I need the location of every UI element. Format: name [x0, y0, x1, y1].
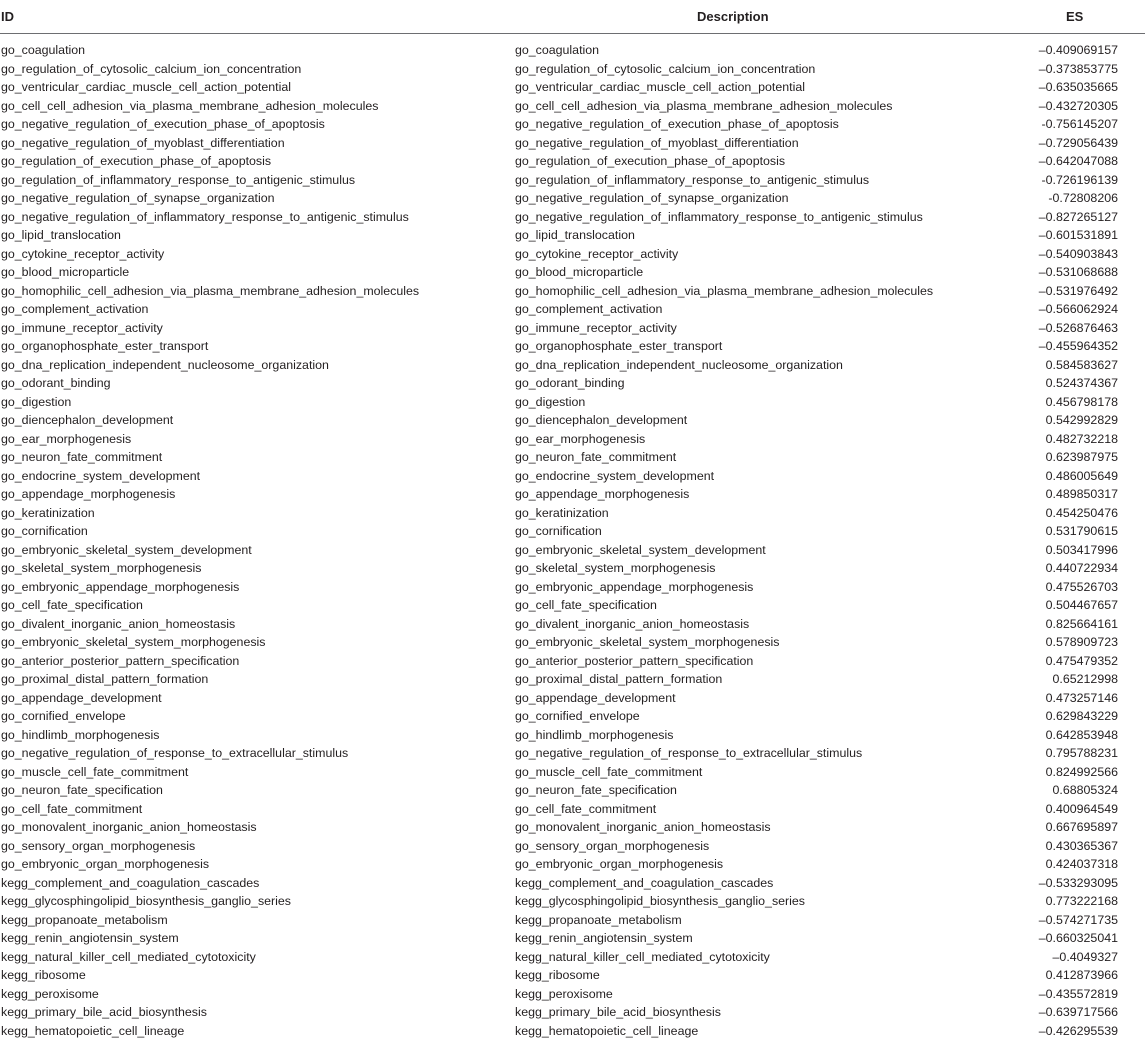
- table-row: [0, 263, 1145, 282]
- table-row: [0, 929, 1145, 948]
- cell-description: go_ear_morphogenesis: [515, 431, 646, 446]
- cell-id: kegg_peroxisome: [1, 986, 99, 1001]
- cell-id: go_sensory_organ_morphogenesis: [1, 838, 196, 853]
- cell-id: go_odorant_binding: [1, 376, 111, 390]
- cell-id: go_muscle_cell_fate_commitment: [1, 764, 189, 779]
- cell-id: go_cell_fate_commitment: [1, 801, 143, 816]
- cell-es: –0.635035665: [1038, 80, 1118, 94]
- table-row: [0, 985, 1145, 1004]
- cell-id: go_regulation_of_inflammatory_response_to_antigenic_stimulus: [1, 172, 356, 187]
- cell-es: 0.825664161: [1045, 616, 1118, 631]
- cell-id: go_negative_regulation_of_inflammatory_response_to_antigenic_stimulus: [1, 209, 409, 224]
- table-row: [0, 226, 1145, 245]
- cell-description: go_embryonic_skeletal_system_development: [515, 542, 766, 557]
- cell-description: go_appendage_morphogenesis: [515, 487, 690, 501]
- cell-es: 0.424037318: [1045, 857, 1118, 871]
- cell-es: –0.729056439: [1038, 135, 1118, 150]
- table-row: [0, 189, 1145, 208]
- table-row: [0, 41, 1145, 60]
- cell-es: –0.827265127: [1038, 209, 1118, 224]
- cell-description: kegg_glycosphingolipid_biosynthesis_ganglio_series: [515, 894, 806, 908]
- cell-es: 0.542992829: [1045, 413, 1118, 427]
- cell-es: –0.531068688: [1038, 265, 1118, 279]
- table-row: [0, 837, 1145, 856]
- cell-description: go_lipid_translocation: [515, 228, 635, 242]
- table-row: [0, 726, 1145, 745]
- cell-id: go_lipid_translocation: [1, 228, 121, 242]
- table-row: [0, 97, 1145, 116]
- cell-description: go_anterior_posterior_pattern_specification: [515, 653, 754, 668]
- cell-id: go_keratinization: [1, 505, 95, 520]
- cell-id: go_cornified_envelope: [1, 709, 126, 723]
- table-row: [0, 874, 1145, 893]
- table-row: [0, 356, 1145, 375]
- cell-es: 0.524374367: [1045, 376, 1118, 390]
- table-row: [0, 504, 1145, 523]
- cell-description: go_organophosphate_ester_transport: [515, 339, 723, 353]
- cell-id: kegg_complement_and_coagulation_cascades: [1, 875, 260, 890]
- cell-id: go_complement_activation: [1, 302, 149, 316]
- cell-description: go_divalent_inorganic_anion_homeostasis: [515, 616, 750, 631]
- cell-id: go_coagulation: [1, 43, 86, 57]
- table-row: [0, 208, 1145, 227]
- cell-es: 0.578909723: [1045, 635, 1118, 649]
- cell-id: go_homophilic_cell_adhesion_via_plasma_membrane_adhesion_molecules: [1, 283, 420, 298]
- table-row: [0, 670, 1145, 689]
- table-header: [0, 0, 1145, 34]
- cell-es: –0.526876463: [1038, 320, 1118, 335]
- table-row: [0, 430, 1145, 449]
- table-row: [0, 134, 1145, 153]
- cell-description: go_blood_microparticle: [515, 265, 644, 279]
- cell-id: go_embryonic_skeletal_system_morphogenesis: [1, 635, 266, 649]
- cell-id: go_diencephalon_development: [1, 413, 174, 427]
- cell-es: –0.642047088: [1038, 154, 1118, 168]
- table-body: [0, 41, 1145, 1040]
- cell-es: 0.475526703: [1045, 579, 1118, 594]
- cell-es: –0.373853775: [1038, 61, 1118, 76]
- table-row: [0, 152, 1145, 171]
- cell-es: –0.531976492: [1038, 283, 1118, 298]
- cell-description: go_immune_receptor_activity: [515, 320, 677, 335]
- cell-id: go_proximal_distal_pattern_formation: [1, 672, 209, 686]
- cell-es: 0.440722934: [1045, 561, 1118, 575]
- cell-description: kegg_primary_bile_acid_biosynthesis: [515, 1005, 721, 1019]
- cell-es: 0.475479352: [1045, 653, 1118, 668]
- cell-description: go_cornification: [515, 524, 602, 538]
- cell-es: 0.504467657: [1045, 598, 1118, 612]
- cell-description: go_embryonic_appendage_morphogenesis: [515, 579, 754, 594]
- cell-id: go_regulation_of_execution_phase_of_apoptosis: [1, 154, 272, 168]
- cell-id: go_immune_receptor_activity: [1, 320, 163, 335]
- cell-description: kegg_propanoate_metabolism: [515, 912, 682, 927]
- cell-description: go_embryonic_organ_morphogenesis: [515, 857, 724, 871]
- cell-description: go_negative_regulation_of_execution_phase_of_apoptosis: [515, 117, 839, 131]
- cell-es: 0.430365367: [1045, 838, 1118, 853]
- cell-es: -0.756145207: [1041, 117, 1118, 131]
- cell-description: go_dna_replication_independent_nucleosome_organization: [515, 357, 843, 372]
- cell-es: –0.4049327: [1052, 949, 1118, 964]
- cell-id: go_divalent_inorganic_anion_homeostasis: [1, 616, 236, 631]
- cell-es: –0.435572819: [1038, 986, 1118, 1001]
- cell-id: go_appendage_morphogenesis: [1, 487, 176, 501]
- table-row: [0, 60, 1145, 79]
- cell-description: go_coagulation: [515, 43, 600, 57]
- cell-description: go_muscle_cell_fate_commitment: [515, 764, 703, 779]
- cell-es: –0.426295539: [1038, 1023, 1118, 1038]
- cell-description: go_digestion: [515, 394, 586, 409]
- table-row: [0, 282, 1145, 301]
- cell-id: go_hindlimb_morphogenesis: [1, 727, 160, 742]
- cell-description: kegg_complement_and_coagulation_cascades: [515, 875, 774, 890]
- cell-es: 0.629843229: [1045, 709, 1118, 723]
- table-row: [0, 800, 1145, 819]
- cell-es: 0.773222168: [1045, 894, 1118, 908]
- table-row: [0, 948, 1145, 967]
- cell-description: go_ventricular_cardiac_muscle_cell_action_potential: [515, 80, 805, 94]
- table-row: [0, 337, 1145, 356]
- cell-id: go_cell_fate_specification: [1, 598, 143, 612]
- column-header-es: ES: [1066, 9, 1084, 24]
- cell-description: kegg_renin_angiotensin_system: [515, 931, 693, 945]
- cell-description: go_neuron_fate_commitment: [515, 450, 677, 464]
- cell-es: 0.795788231: [1045, 746, 1118, 760]
- table-row: [0, 115, 1145, 134]
- cell-es: 0.412873966: [1045, 968, 1118, 982]
- table-row: [0, 78, 1145, 97]
- column-header-description: Description: [697, 9, 769, 24]
- cell-description: go_diencephalon_development: [515, 413, 688, 427]
- cell-id: go_regulation_of_cytosolic_calcium_ion_concentration: [1, 61, 302, 76]
- cell-description: go_cell_cell_adhesion_via_plasma_membrane_adhesion_molecules: [515, 98, 893, 113]
- cell-id: kegg_renin_angiotensin_system: [1, 931, 179, 945]
- cell-description: go_cornified_envelope: [515, 709, 640, 723]
- cell-description: go_cell_fate_commitment: [515, 801, 657, 816]
- cell-description: kegg_natural_killer_cell_mediated_cytotoxicity: [515, 949, 770, 964]
- cell-description: kegg_ribosome: [515, 968, 600, 982]
- cell-es: 0.65212998: [1052, 672, 1118, 686]
- table-row: [0, 781, 1145, 800]
- cell-id: kegg_primary_bile_acid_biosynthesis: [1, 1005, 207, 1019]
- cell-id: kegg_glycosphingolipid_biosynthesis_ganglio_series: [1, 894, 292, 908]
- cell-es: 0.68805324: [1052, 783, 1118, 797]
- cell-description: go_negative_regulation_of_myoblast_differentiation: [515, 135, 799, 150]
- cell-es: 0.482732218: [1045, 431, 1118, 446]
- table-row: [0, 652, 1145, 671]
- cell-es: 0.454250476: [1045, 505, 1118, 520]
- cell-id: go_cytokine_receptor_activity: [1, 246, 165, 261]
- cell-id: go_endocrine_system_development: [1, 468, 201, 483]
- cell-es: –0.660325041: [1038, 931, 1118, 945]
- cell-es: –0.455964352: [1038, 339, 1118, 353]
- cell-id: go_appendage_development: [1, 690, 162, 705]
- table-row: [0, 541, 1145, 560]
- table-row: [0, 763, 1145, 782]
- cell-es: 0.489850317: [1045, 487, 1118, 501]
- cell-id: go_negative_regulation_of_response_to_extracellular_stimulus: [1, 746, 349, 760]
- cell-es: –0.639717566: [1038, 1005, 1118, 1019]
- cell-id: go_ear_morphogenesis: [1, 431, 132, 446]
- cell-description: go_sensory_organ_morphogenesis: [515, 838, 710, 853]
- cell-es: 0.456798178: [1045, 394, 1118, 409]
- cell-description: go_complement_activation: [515, 302, 663, 316]
- cell-es: –0.601531891: [1038, 228, 1118, 242]
- cell-es: 0.486005649: [1045, 468, 1118, 483]
- cell-id: kegg_ribosome: [1, 968, 86, 982]
- table-row: [0, 245, 1145, 264]
- cell-description: go_cytokine_receptor_activity: [515, 246, 679, 261]
- table-row: [0, 171, 1145, 190]
- table-row: [0, 319, 1145, 338]
- cell-id: kegg_propanoate_metabolism: [1, 912, 168, 927]
- cell-id: kegg_natural_killer_cell_mediated_cytotoxicity: [1, 949, 256, 964]
- cell-description: go_odorant_binding: [515, 376, 625, 390]
- table-row: [0, 744, 1145, 763]
- cell-es: 0.503417996: [1045, 542, 1118, 557]
- cell-id: go_blood_microparticle: [1, 265, 130, 279]
- cell-es: 0.642853948: [1045, 727, 1118, 742]
- cell-description: go_embryonic_skeletal_system_morphogenesis: [515, 635, 780, 649]
- table-row: [0, 374, 1145, 393]
- cell-id: go_embryonic_appendage_morphogenesis: [1, 579, 240, 594]
- cell-id: go_embryonic_skeletal_system_development: [1, 542, 252, 557]
- table-row: [0, 615, 1145, 634]
- cell-es: 0.667695897: [1045, 820, 1118, 834]
- cell-description: go_proximal_distal_pattern_formation: [515, 672, 723, 686]
- cell-es: –0.533293095: [1038, 875, 1118, 890]
- cell-description: go_negative_regulation_of_response_to_extracellular_stimulus: [515, 746, 863, 760]
- cell-id: go_dna_replication_independent_nucleosome_organization: [1, 357, 329, 372]
- cell-es: 0.623987975: [1045, 450, 1118, 464]
- cell-es: 0.824992566: [1045, 764, 1118, 779]
- cell-id: go_neuron_fate_commitment: [1, 450, 163, 464]
- table-row: [0, 411, 1145, 430]
- table-row: [0, 966, 1145, 985]
- cell-description: go_endocrine_system_development: [515, 468, 715, 483]
- cell-id: go_anterior_posterior_pattern_specification: [1, 653, 240, 668]
- table-row: [0, 578, 1145, 597]
- cell-description: go_regulation_of_execution_phase_of_apoptosis: [515, 154, 786, 168]
- cell-description: kegg_hematopoietic_cell_lineage: [515, 1023, 699, 1038]
- table-row: [0, 596, 1145, 615]
- table-row: [0, 892, 1145, 911]
- cell-description: go_hindlimb_morphogenesis: [515, 727, 674, 742]
- table-row: [0, 467, 1145, 486]
- table-row: [0, 300, 1145, 319]
- cell-es: -0.72808206: [1048, 191, 1118, 205]
- cell-id: go_cell_cell_adhesion_via_plasma_membrane_adhesion_molecules: [1, 98, 379, 113]
- cell-description: go_neuron_fate_specification: [515, 783, 677, 797]
- cell-description: go_appendage_development: [515, 690, 676, 705]
- cell-description: go_keratinization: [515, 505, 609, 520]
- table-row: [0, 689, 1145, 708]
- table-row: [0, 485, 1145, 504]
- table-row: [0, 707, 1145, 726]
- cell-es: –0.566062924: [1038, 302, 1118, 316]
- cell-description: go_regulation_of_inflammatory_response_to_antigenic_stimulus: [515, 172, 870, 187]
- table-row: [0, 559, 1145, 578]
- cell-description: kegg_peroxisome: [515, 986, 613, 1001]
- table-row: [0, 855, 1145, 874]
- cell-id: kegg_hematopoietic_cell_lineage: [1, 1023, 185, 1038]
- cell-id: go_neuron_fate_specification: [1, 783, 163, 797]
- cell-id: go_negative_regulation_of_myoblast_differentiation: [1, 135, 285, 150]
- cell-description: go_negative_regulation_of_inflammatory_response_to_antigenic_stimulus: [515, 209, 923, 224]
- cell-id: go_organophosphate_ester_transport: [1, 339, 209, 353]
- table-row: [0, 911, 1145, 930]
- table-row: [0, 393, 1145, 412]
- table-row: [0, 448, 1145, 467]
- table-row: [0, 522, 1145, 541]
- cell-es: 0.473257146: [1045, 690, 1118, 705]
- cell-id: go_embryonic_organ_morphogenesis: [1, 857, 210, 871]
- cell-es: -0.726196139: [1041, 172, 1118, 187]
- column-header-id: ID: [1, 9, 14, 24]
- table-row: [0, 818, 1145, 837]
- cell-es: 0.584583627: [1045, 357, 1118, 372]
- cell-es: –0.409069157: [1038, 43, 1118, 57]
- cell-description: go_homophilic_cell_adhesion_via_plasma_membrane_adhesion_molecules: [515, 283, 934, 298]
- cell-id: go_negative_regulation_of_execution_phase_of_apoptosis: [1, 117, 325, 131]
- cell-es: 0.400964549: [1045, 801, 1118, 816]
- cell-id: go_skeletal_system_morphogenesis: [1, 561, 202, 575]
- cell-id: go_monovalent_inorganic_anion_homeostasis: [1, 820, 257, 834]
- cell-id: go_ventricular_cardiac_muscle_cell_action_potential: [1, 80, 291, 94]
- cell-description: go_negative_regulation_of_synapse_organization: [515, 191, 789, 205]
- cell-es: –0.540903843: [1038, 246, 1118, 261]
- cell-description: go_monovalent_inorganic_anion_homeostasis: [515, 820, 771, 834]
- cell-es: –0.432720305: [1038, 98, 1118, 113]
- cell-id: go_negative_regulation_of_synapse_organization: [1, 191, 275, 205]
- cell-description: go_regulation_of_cytosolic_calcium_ion_concentration: [515, 61, 816, 76]
- table-row: [0, 1003, 1145, 1022]
- cell-description: go_cell_fate_specification: [515, 598, 657, 612]
- cell-id: go_cornification: [1, 524, 88, 538]
- cell-es: –0.574271735: [1038, 912, 1118, 927]
- cell-id: go_digestion: [1, 394, 72, 409]
- cell-description: go_skeletal_system_morphogenesis: [515, 561, 716, 575]
- table-row: [0, 633, 1145, 652]
- cell-es: 0.531790615: [1045, 524, 1118, 538]
- table-row: [0, 1022, 1145, 1041]
